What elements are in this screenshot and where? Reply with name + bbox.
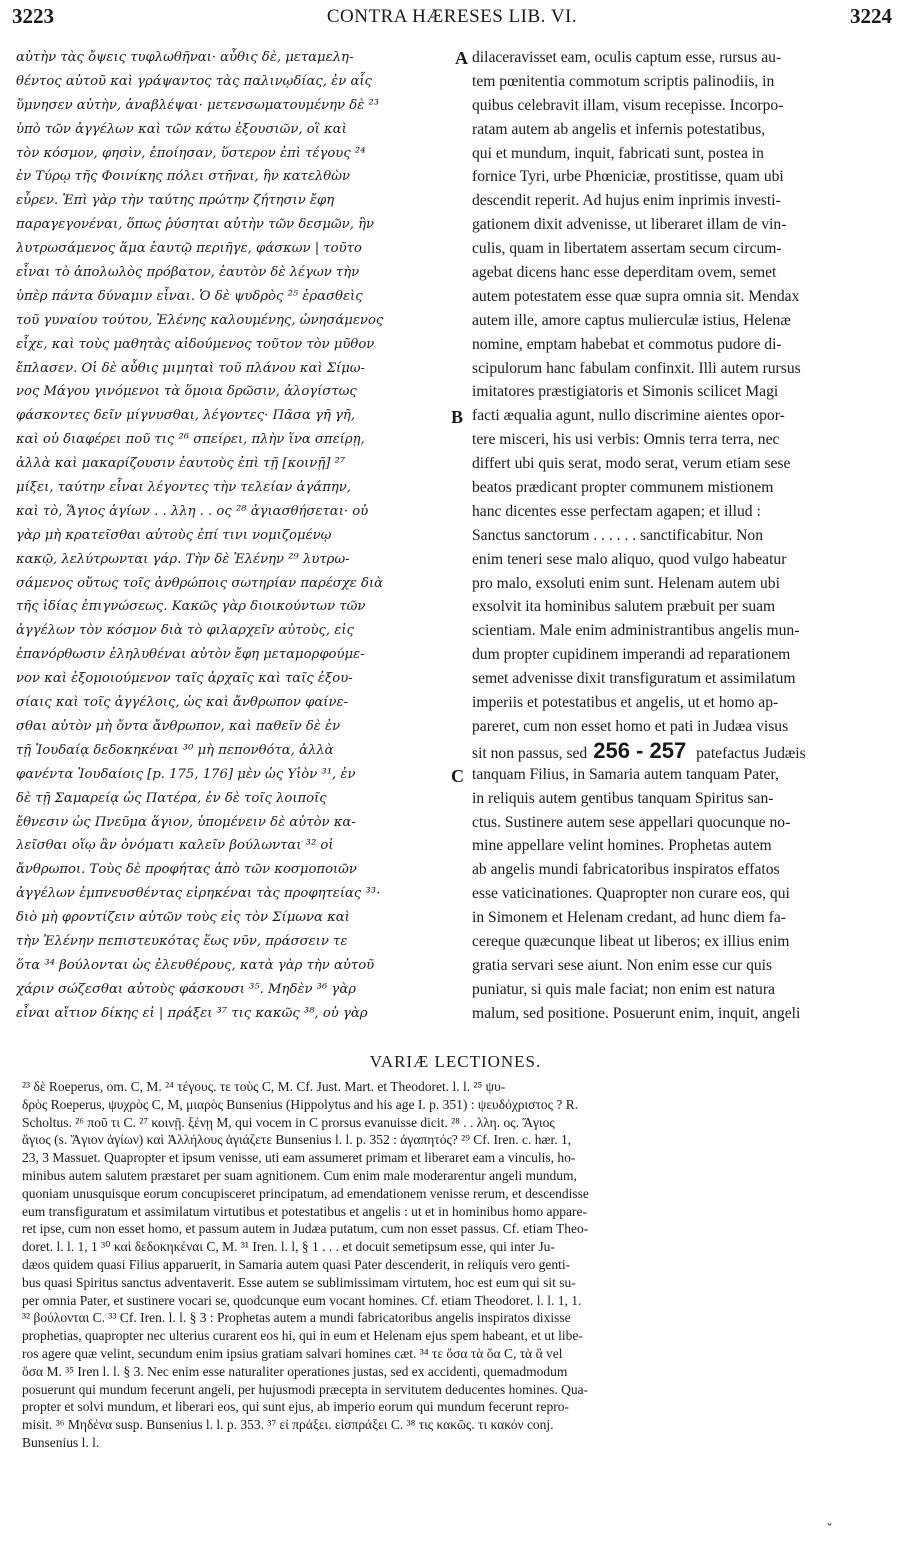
latin-text-line: descendit reperit. Ad hujus enim inprimis investi- (472, 192, 781, 210)
latin-text-line: nomine, emptam habebat et commotus pudore di- (472, 335, 782, 353)
latin-text-line: qui et mundum, inquit, fabricati sunt, postea in (472, 144, 764, 162)
footnote-line: ros agere quæ velint, secundum enim ipsius gratiam salvari homines cæt. ³⁴ τε ὅσα τὰ ὅα C, τὰ ἃ vel (22, 1345, 563, 1361)
greek-column (16, 46, 451, 1026)
greek-text-line: ἐν Τύρῳ τῆς Φοινίκης πόλει στῆναι, ἣν κατελθὼν (16, 169, 350, 185)
greek-text-line: μίξει, ταύτην εἶναι λέγοντες τὴν τελείαν ἀγάπην, (16, 480, 351, 496)
greek-text-line: αὐτὴν τὰς ὄψεις τυφλωθῆναι· αὖθις δὲ, μεταμελη- (16, 50, 354, 65)
latin-text-line: beatos prædicant propter communem mistionem (472, 479, 774, 497)
greek-text-line: εἶναι τὸ ἀπολωλὸς πρόβατον, ἑαυτὸν δὲ λέγων τὴν (16, 265, 360, 281)
greek-text-line: ἄνθρωποι. Τοὺς δὲ προφήτας ἀπὸ τῶν κοσμοποιῶν (16, 862, 357, 878)
latin-column (472, 46, 892, 1026)
latin-text-line: pro malo, exsoluti enim sunt. Helenam autem ubi (472, 574, 780, 592)
greek-text-line: γὰρ μὴ κρατεῖσθαι αὐτοὺς ἐπί τινι νομιζομένῳ (16, 527, 332, 543)
greek-text-line: τὸν κόσμον, φησὶν, ἐποίησαν, ὕστερον ἐπὶ τέγους ²⁴ (16, 145, 366, 161)
greek-text-line: ἔπλασεν. Οἱ δὲ αὖθις μιμηταὶ τοῦ πλάνου καὶ Σίμω- (16, 360, 365, 376)
footnote-line: ret ipse, cum non esset homo, et passum autem in Judæa putatum, cum non esset passus. Cf. etiam Theo- (22, 1221, 589, 1237)
latin-text-line: fornice Tyri, urbe Phœniciæ, prostitisse, quam ubi (472, 168, 784, 186)
running-title: CONTRA HÆRESES LIB. VI. (326, 6, 578, 27)
latin-text-line: scipulorum hanc fabulam confinxit. Illi autem rursus (472, 359, 801, 377)
latin-text-line: cereque quæcunque libeat ut liberos; ex illius enim (472, 932, 790, 950)
greek-text-line: νος Μάγου γινόμενοι τὰ ὅμοια δρῶσιν, ἀλογίστως (16, 384, 357, 400)
margin-letter-a: A (455, 48, 468, 68)
greek-text-line: ἔθνεσιν ὡς Πνεῦμα ἅγιον, ὑπομένειν δὲ αὐτὸν κα- (16, 814, 356, 830)
latin-text-line: dilaceravisset eam, oculis captum esse, rursus au- (472, 49, 782, 66)
latin-text-line: scientiam. Male enim administrantibus angelis mun- (472, 622, 800, 640)
footnotes (22, 1078, 888, 1452)
footnote-line: ὅσα M. ³⁵ Iren l. l. § 3. Nec enim esse naturaliter operationes justas, sed ex accidenti, quemadmodum (22, 1363, 568, 1379)
footnote-line: Scholtus. ²⁶ ποῦ τι C. ²⁷ κοινῇ. ξένῃ M, qui vocem in C prorsus evanuisse dicit. ²⁸ . . λλη. ος. Ἅγιος (22, 1114, 555, 1130)
greek-text-line: ἀγγέλων τὸν κόσμον διὰ τὸ φιλαρχεῖν αὐτοὺς, εἰς (16, 623, 354, 639)
greek-text-line: τῆς ἰδίας ἐπιγνώσεως. Κακῶς γὰρ διοικούντων τῶν (16, 599, 366, 615)
footnote-line: prophetias, quapropter nec ulterius curarent eos hi, qui in eum et Helenam ejus spem habeant, et ut libe- (22, 1328, 583, 1344)
greek-text-line: τὴν Ἑλένην πεπιστευκότας ἕως νῦν, πράσσειν τε (16, 933, 348, 949)
latin-text-line: imperiis et potestatibus et angelis, ut et homo ap- (472, 694, 779, 712)
page-number-left: 3223 (12, 4, 54, 28)
footnote-line: ἅγιος (s. Ἅγιον ἁγίων) καὶ Ἀλλήλους ἁγιάζετε Bunsenius l. l. p. 352 : ἀγαπητός? ²⁹ Cf. Iren. c. hær. 1, (22, 1132, 572, 1148)
greek-text-line: ὅτα ³⁴ βούλονται ὡς ἐλευθέρους, κατὰ γὰρ τὴν αὐτοῦ (16, 957, 375, 973)
greek-text-line: θέντος αὐτοῦ καὶ γράψαντος τὰς παλινῳδίας, ἐν αἷς (16, 73, 372, 89)
latin-text-line: quibus celebravit illam, visum recepisse. Incorpo- (472, 96, 784, 114)
margin-letter-c: C (451, 766, 464, 786)
latin-text-line: gratia servari sese aiunt. Non enim esse cur quis (472, 956, 773, 974)
variae-lectiones-title: VARIÆ LECTIONES. (369, 1052, 542, 1071)
greek-text-line: διὸ μὴ φροντίζειν αὐτῶν τοὺς εἰς τὸν Σίμωνα καὶ (16, 910, 350, 926)
latin-text-fragment: patefactus Judæis (692, 744, 806, 762)
latin-text-line: differt ubi quis serat, modo serat, verum etiam sese (472, 455, 791, 473)
footnote-line: quoniam unusquisque eorum concupisceret principatum, ad emendationem venisse rerum, et descendisse (22, 1185, 589, 1201)
latin-text-line: enim teneri sese malo aliquo, quod vulgo habeatur (472, 550, 787, 568)
footnote-line: minibus autem salutem præstaret per suam agnitionem. Cum enim male moderarentur angeli mundum, (22, 1167, 577, 1183)
greek-text-line: νον καὶ ἐξομοιούμενον ταῖς ἀρχαῖς καὶ ταῖς ἐξου- (16, 671, 353, 687)
latin-text-line: autem ille, amore captus mulierculæ istius, Helenæ (472, 311, 791, 329)
greek-text-line: σάμενος οὕτως τοῖς ἀνθρώποις σωτηρίαν παρέσχε διὰ (16, 575, 384, 591)
greek-text-line: χάριν σώζεσθαι αὐτοὺς φάσκουσι ³⁵. Μηδὲν ³⁶ γὰρ (16, 981, 356, 997)
footnote-line: propter et solvi mundum, et liberari eos, qui sunt ejus, ab imperio eorum qui mundum fecerunt repro- (22, 1399, 569, 1415)
footnote-line: misit. ³⁶ Μηδένα susp. Bunsenius l. l. p. 353. ³⁷ εἰ πράξει. εἰσπράξει C. ³⁸ τις κακῶς. τι κακόν conj. (22, 1417, 554, 1433)
greek-text-line: φανέντα Ἰουδαίοις [p. 175, 176] μὲν ὡς Υἱὸν ³¹, ἐν (16, 766, 356, 782)
latin-text-line: semet advenisse dixit transfiguratum et assimilatum (472, 670, 796, 688)
greek-text-line: εἶναι αἴτιον δίκης εἰ | πράξει ³⁷ τις κακῶς ³⁸, οὐ γὰρ (16, 1005, 368, 1021)
latin-text-line: exsolvit ita hominibus salutem præbuit per suam (472, 598, 776, 616)
footnote-line: dæos quidem quasi Filius apparuerit, in Samaria autem quasi Pater descenderit, in reliquis vero genti- (22, 1256, 571, 1272)
footnote-line: eum transfiguratum et assimilatum virtutibus et potestatibus et angelis : ut et in hominibus homo appare- (22, 1203, 588, 1219)
latin-text-line: facti æqualia agunt, nullo discrimine aientes opor- (472, 407, 785, 425)
latin-text-line: culis, quam in libertatem assertam secum circum- (472, 240, 782, 258)
latin-text-line: ctus. Sustinere autem sese appellari quocunque no- (472, 813, 791, 831)
greek-text-line: τοῦ γυναίου τούτου, Ἑλένης καλουμένης, ὠνησάμενος (16, 312, 384, 328)
latin-text-line: mine appellare velint homines. Prophetas autem (472, 837, 772, 855)
page-end-mark: ˇ (826, 1522, 833, 1538)
greek-text-line: ὕμνησεν αὐτὴν, ἀναβλέψαι· μετενσωματουμένην δὲ ²³ (16, 97, 380, 113)
latin-text-line: gationem dixit advenisse, ut liberaret illam de vin- (472, 216, 787, 234)
greek-text-line: φάσκοντες δεῖν μίγνυσθαι, λέγοντες· Πᾶσα γῆ γῆ, (16, 408, 356, 424)
latin-text-line: tem pœnitentia commotum scriptis palinodiis, in (472, 72, 775, 90)
page-header (12, 4, 892, 34)
footnote-line: per omnia Pater, et sustinere vocari se, quodcunque eum vocant homines. Cf. etiam Theodoret. l. l. 1, 1. (22, 1292, 582, 1308)
latin-text-line: ratam autem ab angelis et infernis potestatibus, (472, 120, 766, 138)
greek-text-line: λυτρωσάμενος ἅμα ἑαυτῷ περιῆγε, φάσκων | τοῦτο (16, 241, 362, 257)
greek-text-line: ὑπὲρ πάντα δύναμιν εἶναι. Ὁ δὲ ψυδρὸς ²⁵ ἐρασθεὶς (16, 288, 363, 304)
greek-text-line: σίαις καὶ τοῖς ἀγγέλοις, ὡς καὶ ἄνθρωπον φαίνε- (16, 695, 348, 711)
greek-text-line: ἀλλὰ καὶ μακαρίζουσιν ἑαυτοὺς ἐπὶ τῇ [κοινῇ] ²⁷ (16, 456, 346, 472)
latin-text-line: Sanctus sanctorum . . . . . . sanctificabitur. Non (472, 526, 764, 544)
greek-text-line: δὲ τῇ Σαμαρείᾳ ὡς Πατέρα, ἐν δὲ τοῖς λοιποῖς (16, 790, 327, 806)
latin-text-line: in Simonem et Helenam credant, ad hunc diem fa- (472, 909, 786, 927)
footnote-line: bus quasi Spiritus sanctus adventaverit. Esse autem se sublimissimam virtutem, hoc est eum qui sit su- (22, 1274, 576, 1290)
latin-text-fragment: sit non passus, sed (472, 744, 588, 762)
latin-text-line (472, 739, 892, 763)
margin-letter-b: B (451, 407, 464, 427)
latin-text-line: tanquam Filius, in Samaria autem tanquam Pater, (472, 765, 779, 783)
latin-text-line: esse vaticinationes. Quapropter non curare eos, qui (472, 885, 790, 903)
footnote-line: posuerunt qui mundum fecerunt angeli, per hujusmodi præcepta in servitutem deducentes homines. Qua- (22, 1381, 589, 1397)
greek-text-line: ἀγγέλων ἐμπνευσθέντας εἰρηκέναι τὰς προφητείας ³³· (16, 886, 381, 902)
latin-text-line: hanc dicentes esse perfectam agapen; et illud : (472, 502, 761, 520)
column-number-marker: 256 - 257 (593, 738, 687, 763)
latin-text-line: in reliquis autem gentibus tanquam Spiritus san- (472, 789, 774, 807)
greek-text-line: τῇ Ἰουδαίᾳ δεδοκηκέναι ³⁰ μὴ πεπονθότα, ἀλλὰ (16, 742, 334, 758)
latin-text-line: dum propter cupidinem imperandi ad reparationem (472, 646, 791, 664)
footnote-line: 23, 3 Massuet. Quapropter et ipsum venisse, uti eam assumeret primam et liberaret eam a vinculis, ho- (22, 1150, 576, 1166)
latin-text-line: malum, sed positione. Posuerunt enim, inquit, angeli (472, 1004, 801, 1022)
footnote-line: Bunsenius l. l. (22, 1434, 100, 1450)
greek-text-line: λεῖσθαι οἵῳ ἂν ὀνόματι καλεῖν βούλωνται ³² οἱ (16, 838, 334, 854)
latin-text-line: tere misceri, his usi verbis: Omnis terra terra, nec (472, 431, 780, 449)
footnote-line: doret. l. l. 1, 1 ³⁰ καὶ δεδοκηκέναι C, M. ³¹ Iren. l. l, § 1 . . . et docuit semetipsum esse, qui inter Ju- (22, 1239, 555, 1255)
greek-text-line: καὶ τὸ, Ἅγιος ἁγίων . . λλη . . ος ²⁸ ἁγιασθήσεται· οὐ (16, 503, 369, 519)
greek-text-line: σθαι αὐτὸν μὴ ὄντα ἄνθρωπον, καὶ παθεῖν δὲ ἐν (16, 718, 341, 734)
greek-text-line: κακῷ, λελύτρωνται γάρ. Τὴν δὲ Ἑλένην ²⁹ λυτρω- (16, 551, 350, 567)
latin-text-line: autem potestatem esse quæ supra omnia sit. Mendax (472, 287, 800, 305)
greek-text-line: καὶ οὐ διαφέρει ποῦ τις ²⁶ σπείρει, πλὴν ἵνα σπείρῃ, (16, 432, 365, 448)
footnote-line: ³² βούλονται C. ³³ Cf. Iren. l. l. § 3 : Prophetas autem a mundi fabricatoribus angelis inspiratos dixisse (22, 1310, 571, 1326)
greek-text-line: εἶχε, καὶ τοὺς μαθητὰς αἰδούμενος τοῦτον τὸν μῦθον (16, 336, 375, 352)
greek-text-line: ἐπανόρθωσιν ἐληλυθέναι αὐτὸν ἔφη μεταμορφούμε- (16, 647, 365, 663)
latin-text-line: puniatur, si quis male faciat; non enim est natura (472, 980, 775, 998)
greek-text-line: ὑπὸ τῶν ἀγγέλων καὶ τῶν κάτω ἐξουσιῶν, οἳ καὶ (16, 121, 347, 137)
latin-text-line: ab angelis mundi fabricatoribus inspiratos effatos (472, 861, 780, 879)
latin-text-line: pareret, cum non esset homo et pati in Judæa visus (472, 717, 789, 735)
page-number-right: 3224 (850, 4, 892, 28)
latin-text-line: imitatores præstigiatoris et Simonis scilicet Magi (472, 383, 779, 401)
greek-text-line: παραγεγονέναι, ὅπως ῥύσηται αὐτὴν τῶν δεσμῶν, ἣν (16, 217, 375, 233)
greek-text-line: εὗρεν. Ἐπὶ γὰρ τὴν ταύτης πρώτην ζήτησιν ἔφη (16, 193, 335, 209)
latin-text-line: agebat dicens hanc esse deperditam ovem, semet (472, 264, 777, 282)
footnote-line: δρὸς Roeperus, ψυχρὸς C, M, μιαρὸς Bunsenius (Hippolytus and his age I. p. 351) : ψευδόχριστος ? R. (22, 1096, 579, 1112)
footnote-line: ²³ δὲ Roeperus, om. C, M. ²⁴ τέγους. τε τοὺς C, M. Cf. Just. Mart. et Theodoret. l. l. ²⁵ ψυ- (22, 1079, 506, 1094)
